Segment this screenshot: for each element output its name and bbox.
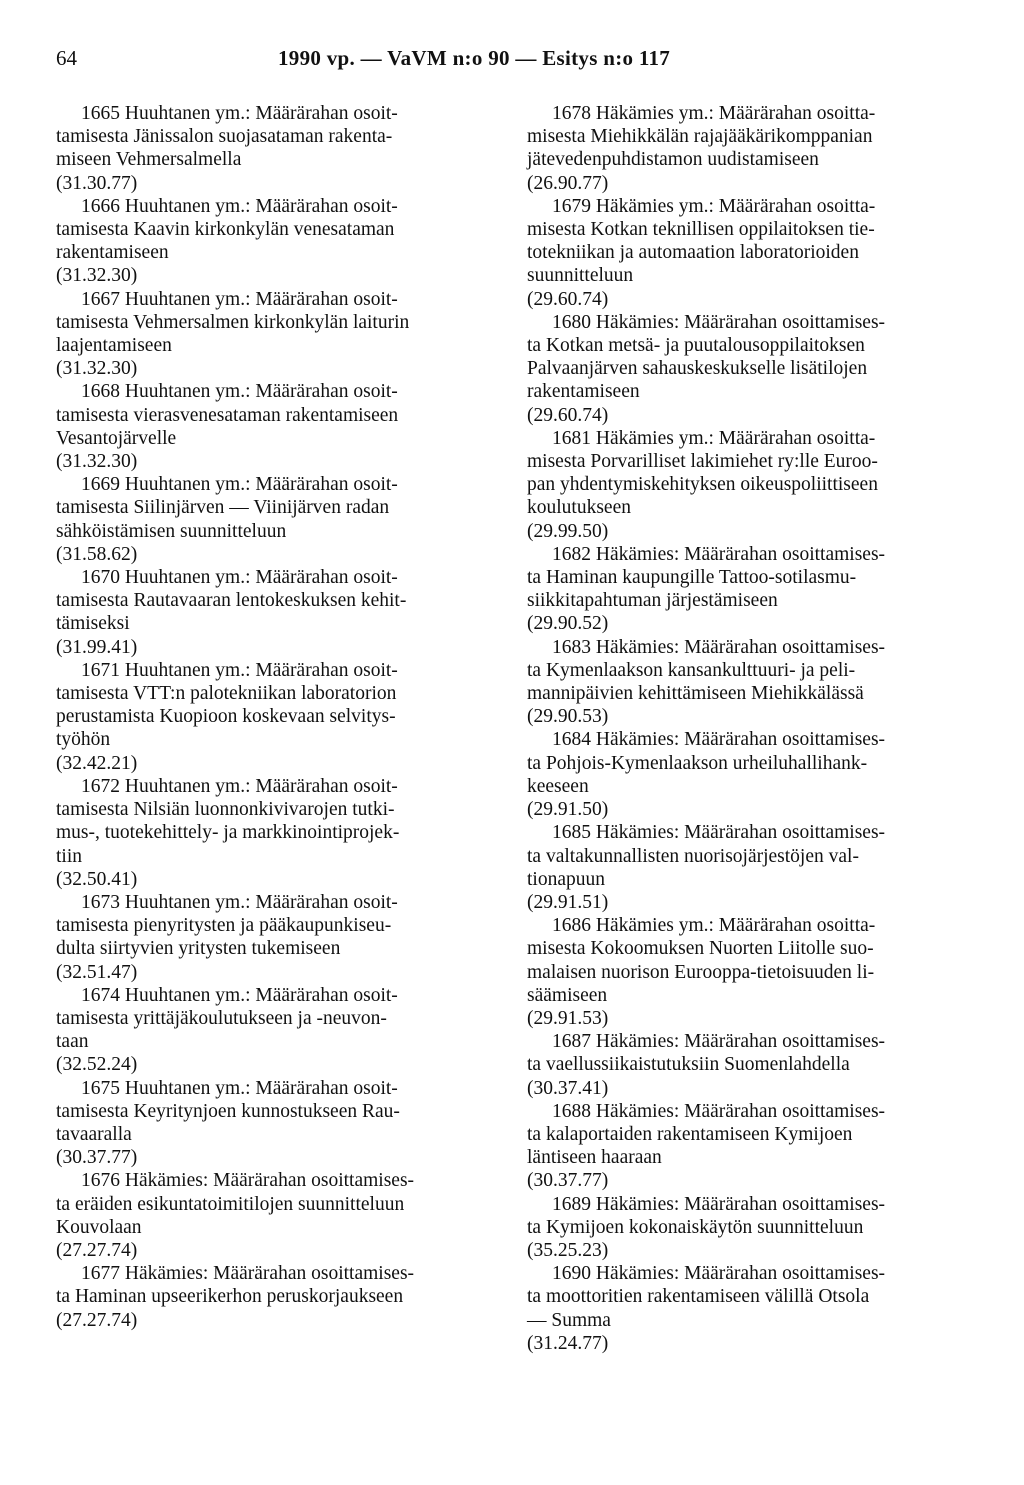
motion-heading-line: 1668 Huuhtanen ym.: Määrärahan osoit- bbox=[81, 381, 398, 403]
motion-heading-line: 1673 Huuhtanen ym.: Määrärahan osoit- bbox=[81, 891, 398, 913]
motion-text-line: Palvaanjärven sahauskeskukselle lisätilojen bbox=[527, 358, 868, 380]
motion-text-line: misesta Kotkan teknillisen oppilaitoksen tie- bbox=[527, 219, 875, 241]
motion-text-line: ta kalaportaiden rakentamiseen Kymijoen bbox=[527, 1123, 853, 1145]
motion-text-line: pan yhdentymiskehityksen oikeuspoliittiseen bbox=[527, 474, 878, 496]
motion-heading-line: 1689 Häkämies: Määrärahan osoittamises- bbox=[552, 1193, 886, 1215]
motion-entry bbox=[56, 473, 496, 566]
left-column bbox=[56, 102, 496, 1332]
motion-entry bbox=[527, 102, 972, 195]
motion-heading-line: 1674 Huuhtanen ym.: Määrärahan osoit- bbox=[81, 984, 398, 1006]
motion-heading-line: 1677 Häkämies: Määrärahan osoittamises- bbox=[81, 1263, 415, 1285]
motion-text-line: ta eräiden esikuntatoimitilojen suunnitteluun bbox=[56, 1193, 405, 1215]
motion-text-line: siikkitapahtuman järjestämiseen bbox=[527, 590, 778, 612]
motion-text-line: tamisesta pienyritysten ja pääkaupunkiseu- bbox=[56, 915, 392, 937]
motion-text-line: tamisesta Keyritynjoen kunnostukseen Rau- bbox=[56, 1100, 400, 1122]
budget-reference: (26.90.77) bbox=[527, 172, 609, 194]
motion-text-line: tavaaralla bbox=[56, 1123, 132, 1145]
motion-text-line: tamisesta Rautavaaran lentokeskuksen kehit- bbox=[56, 590, 407, 612]
motion-entry bbox=[527, 543, 972, 636]
motion-entry bbox=[56, 1262, 496, 1332]
budget-reference: (29.91.50) bbox=[527, 799, 609, 821]
budget-reference: (31.32.30) bbox=[56, 265, 138, 287]
motion-text-line: ta Kymenlaakson kansankulttuuri- ja peli- bbox=[527, 659, 856, 681]
motion-entry bbox=[527, 821, 972, 914]
motion-entry bbox=[527, 914, 972, 1030]
budget-reference: (32.52.24) bbox=[56, 1054, 138, 1076]
motion-text-line: tamisesta Nilsiän luonnonkivivarojen tutki- bbox=[56, 799, 395, 821]
budget-reference: (32.42.21) bbox=[56, 752, 138, 774]
budget-reference: (29.91.51) bbox=[527, 891, 609, 913]
motion-entry bbox=[56, 775, 496, 891]
budget-reference: (31.30.77) bbox=[56, 172, 138, 194]
budget-reference: (29.90.53) bbox=[527, 706, 609, 728]
budget-reference: (27.27.74) bbox=[56, 1309, 138, 1331]
motion-entry bbox=[56, 102, 496, 195]
motion-text-line: tamisesta VTT:n palotekniikan laboratorion bbox=[56, 683, 397, 705]
motion-text-line: rakentamiseen bbox=[56, 242, 169, 264]
motion-text-line: Vesantojärvelle bbox=[56, 427, 177, 449]
budget-reference: (27.27.74) bbox=[56, 1239, 138, 1261]
budget-reference: (31.24.77) bbox=[527, 1332, 609, 1354]
motion-heading-line: 1678 Häkämies ym.: Määrärahan osoitta- bbox=[552, 103, 876, 124]
motion-text-line: tamisesta Vehmersalmen kirkonkylän laiturin bbox=[56, 311, 410, 333]
motion-heading-line: 1683 Häkämies: Määrärahan osoittamises- bbox=[552, 636, 886, 658]
motion-text-line: ta Pohjois-Kymenlaakson urheiluhallihank- bbox=[527, 752, 868, 774]
motion-entry bbox=[527, 1030, 972, 1100]
motion-text-line: mannipäivien kehittämiseen Miehikkälässä bbox=[527, 683, 864, 705]
motion-text-line: sähköistämisen suunnitteluun bbox=[56, 520, 287, 542]
motion-text-line: työhön bbox=[56, 729, 111, 751]
motion-text-line: ta Kotkan metsä- ja puutalousoppilaitoksen bbox=[527, 335, 865, 357]
motion-text-line: ta Kymijoen kokonaiskäytön suunnitteluun bbox=[527, 1216, 864, 1238]
motion-heading-line: 1672 Huuhtanen ym.: Määrärahan osoit- bbox=[81, 775, 398, 797]
motion-heading-line: 1669 Huuhtanen ym.: Määrärahan osoit- bbox=[81, 474, 398, 496]
motion-text-line: taan bbox=[56, 1031, 89, 1053]
motion-text-line: keeseen bbox=[527, 775, 589, 797]
budget-reference: (29.60.74) bbox=[527, 404, 609, 426]
motion-text-line: läntiseen haaraan bbox=[527, 1147, 662, 1169]
motion-heading-line: 1690 Häkämies: Määrärahan osoittamises- bbox=[552, 1263, 886, 1285]
motion-heading-line: 1684 Häkämies: Määrärahan osoittamises- bbox=[552, 729, 886, 751]
motion-entry bbox=[527, 311, 972, 427]
budget-reference: (31.32.30) bbox=[56, 358, 138, 380]
motion-text-line: säämiseen bbox=[527, 984, 608, 1006]
motion-entry bbox=[56, 984, 496, 1077]
budget-reference: (31.99.41) bbox=[56, 636, 138, 658]
budget-reference: (29.90.52) bbox=[527, 613, 609, 635]
motion-text-line: ta vaellussiikaistutuksiin Suomenlahdella bbox=[527, 1054, 850, 1076]
motion-text-line: tamisesta Kaavin kirkonkylän venesataman bbox=[56, 219, 395, 241]
motion-entry bbox=[56, 380, 496, 473]
motion-heading-line: 1666 Huuhtanen ym.: Määrärahan osoit- bbox=[81, 195, 398, 217]
budget-reference: (31.58.62) bbox=[56, 543, 138, 565]
budget-reference: (32.50.41) bbox=[56, 868, 138, 890]
motion-entry bbox=[56, 1077, 496, 1170]
motion-heading-line: 1667 Huuhtanen ym.: Määrärahan osoit- bbox=[81, 288, 398, 310]
motion-text-line: jätevedenpuhdistamon uudistamiseen bbox=[527, 149, 819, 171]
motion-text-line: ta moottoritien rakentamiseen välillä Otsola bbox=[527, 1286, 870, 1308]
motion-text-line: tamisesta Siilinjärven — Viinijärven radan bbox=[56, 497, 390, 519]
budget-reference: (29.99.50) bbox=[527, 520, 609, 542]
budget-reference: (30.37.77) bbox=[527, 1170, 609, 1192]
motion-heading-line: 1675 Huuhtanen ym.: Määrärahan osoit- bbox=[81, 1077, 398, 1099]
motion-text-line: miseen Vehmersalmella bbox=[56, 149, 242, 171]
budget-reference: (29.60.74) bbox=[527, 288, 609, 310]
motion-entry bbox=[527, 1193, 972, 1263]
motion-text-line: perustamista Kuopioon koskevaan selvitys- bbox=[56, 706, 396, 728]
motion-heading-line: 1665 Huuhtanen ym.: Määrärahan osoit- bbox=[81, 103, 398, 124]
motion-heading-line: 1670 Huuhtanen ym.: Määrärahan osoit- bbox=[81, 567, 398, 589]
motion-heading-line: 1671 Huuhtanen ym.: Määrärahan osoit- bbox=[81, 659, 398, 681]
motion-text-line: totekniikan ja automaation laboratorioiden bbox=[527, 242, 859, 264]
motion-heading-line: 1681 Häkämies ym.: Määrärahan osoitta- bbox=[552, 427, 876, 449]
motion-text-line: ta valtakunnallisten nuorisojärjestöjen val- bbox=[527, 845, 859, 867]
motion-heading-line: 1688 Häkämies: Määrärahan osoittamises- bbox=[552, 1100, 886, 1122]
budget-reference: (30.37.77) bbox=[56, 1147, 138, 1169]
running-head: 1990 vp. — VaVM n:o 90 — Esitys n:o 117 bbox=[278, 46, 671, 70]
motion-text-line: ta Haminan kaupungille Tattoo-sotilasmu- bbox=[527, 567, 857, 589]
motion-entry bbox=[527, 636, 972, 729]
motion-entry bbox=[527, 195, 972, 311]
motion-entry bbox=[56, 195, 496, 288]
motion-heading-line: 1686 Häkämies ym.: Määrärahan osoitta- bbox=[552, 915, 876, 937]
motion-text-line: — Summa bbox=[527, 1309, 611, 1331]
page-number: 64 bbox=[56, 46, 77, 70]
motion-text-line: malaisen nuorison Eurooppa-tietoisuuden li- bbox=[527, 961, 875, 983]
motion-entry bbox=[56, 659, 496, 775]
motion-text-line: misesta Kokoomuksen Nuorten Liitolle suo- bbox=[527, 938, 874, 960]
page-header bbox=[0, 46, 1024, 76]
motion-text-line: tionapuun bbox=[527, 868, 605, 890]
motion-entry bbox=[56, 288, 496, 381]
motion-entry bbox=[527, 1100, 972, 1193]
motion-heading-line: 1679 Häkämies ym.: Määrärahan osoitta- bbox=[552, 195, 876, 217]
motion-entry bbox=[56, 1169, 496, 1262]
motion-entry bbox=[527, 427, 972, 543]
motion-heading-line: 1685 Häkämies: Määrärahan osoittamises- bbox=[552, 822, 886, 844]
budget-reference: (32.51.47) bbox=[56, 961, 138, 983]
motion-text-line: ta Haminan upseerikerhon peruskorjaukseen bbox=[56, 1286, 404, 1308]
budget-reference: (35.25.23) bbox=[527, 1239, 609, 1261]
right-column bbox=[527, 102, 972, 1355]
budget-reference: (29.91.53) bbox=[527, 1007, 609, 1029]
motion-text-line: rakentamiseen bbox=[527, 381, 640, 403]
budget-reference: (30.37.41) bbox=[527, 1077, 609, 1099]
motion-text-line: koulutukseen bbox=[527, 497, 631, 519]
motion-heading-line: 1676 Häkämies: Määrärahan osoittamises- bbox=[81, 1170, 415, 1192]
motion-entry bbox=[527, 1262, 972, 1355]
motion-text-line: tiin bbox=[56, 845, 83, 867]
motion-heading-line: 1682 Häkämies: Määrärahan osoittamises- bbox=[552, 543, 886, 565]
motion-text-line: misesta Miehikkälän rajajääkärikomppanian bbox=[527, 126, 873, 148]
motion-entry bbox=[527, 728, 972, 821]
motion-heading-line: 1687 Häkämies: Määrärahan osoittamises- bbox=[552, 1031, 886, 1053]
motion-entry bbox=[56, 566, 496, 659]
motion-text-line: Kouvolaan bbox=[56, 1216, 142, 1238]
motion-text-line: mus-, tuotekehittely- ja markkinointiprojek- bbox=[56, 822, 400, 844]
motion-text-line: laajentamiseen bbox=[56, 335, 172, 357]
motion-text-line: suunnitteluun bbox=[527, 265, 634, 287]
motion-text-line: misesta Porvarilliset lakimiehet ry:lle Euroo- bbox=[527, 451, 878, 473]
motion-text-line: tamisesta Jänissalon suojasataman rakenta- bbox=[56, 126, 393, 148]
motion-entry bbox=[56, 891, 496, 984]
motion-text-line: tamisesta yrittäjäkoulutukseen ja -neuvon- bbox=[56, 1007, 387, 1029]
motion-text-line: tämiseksi bbox=[56, 613, 130, 635]
budget-reference: (31.32.30) bbox=[56, 451, 138, 473]
motion-text-line: tamisesta vierasvenesataman rakentamiseen bbox=[56, 404, 399, 426]
motion-text-line: dulta siirtyvien yritysten tukemiseen bbox=[56, 938, 341, 960]
motion-heading-line: 1680 Häkämies: Määrärahan osoittamises- bbox=[552, 311, 886, 333]
